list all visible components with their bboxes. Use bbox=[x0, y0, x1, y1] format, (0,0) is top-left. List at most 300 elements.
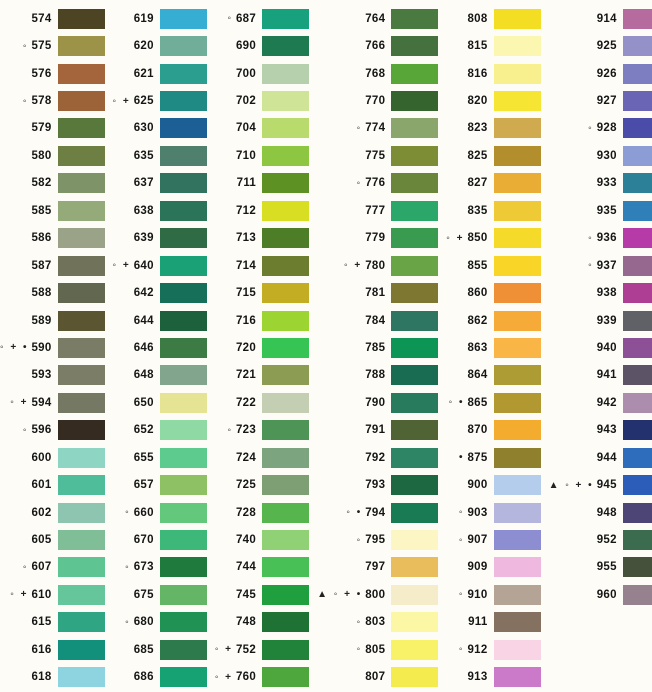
color-row bbox=[0, 60, 113, 87]
color-swatch bbox=[623, 448, 652, 468]
color-row bbox=[317, 32, 446, 59]
color-label bbox=[317, 122, 391, 134]
color-swatch bbox=[494, 585, 541, 605]
color-swatch bbox=[160, 228, 207, 248]
color-swatch bbox=[58, 557, 105, 577]
marker-symbols-icon: ◦ bbox=[125, 616, 131, 628]
color-swatch bbox=[58, 228, 105, 248]
color-row bbox=[549, 5, 652, 32]
color-row bbox=[549, 389, 652, 416]
color-row bbox=[549, 362, 652, 389]
color-row bbox=[446, 389, 548, 416]
color-label bbox=[549, 13, 623, 25]
color-label bbox=[215, 68, 262, 80]
color-label bbox=[215, 150, 262, 162]
color-swatch bbox=[262, 118, 309, 138]
color-code: 785 bbox=[365, 341, 386, 354]
color-swatch bbox=[160, 475, 207, 495]
marker-symbols-icon: ◦ + bbox=[344, 260, 363, 272]
color-swatch bbox=[160, 530, 207, 550]
color-row bbox=[0, 417, 113, 444]
color-row bbox=[446, 115, 548, 142]
color-label bbox=[0, 589, 58, 601]
marker-symbols-icon: ◦ bbox=[356, 616, 363, 628]
color-code: 657 bbox=[133, 479, 154, 492]
color-label bbox=[549, 561, 623, 573]
color-label bbox=[0, 534, 58, 546]
color-swatch bbox=[623, 228, 652, 248]
color-row bbox=[317, 444, 446, 471]
color-label bbox=[317, 315, 391, 327]
marker-symbols-icon: ▲ ◦ + • bbox=[317, 589, 363, 601]
color-swatch bbox=[160, 9, 207, 29]
color-swatch bbox=[58, 146, 105, 166]
color-row bbox=[317, 307, 446, 334]
color-swatch bbox=[262, 9, 309, 29]
color-label bbox=[0, 452, 58, 464]
color-label bbox=[113, 150, 160, 162]
color-swatch bbox=[494, 36, 541, 56]
marker-symbols-icon: ◦ + bbox=[10, 589, 29, 601]
color-code: 913 bbox=[467, 671, 488, 684]
color-code: 578 bbox=[31, 95, 52, 108]
color-row bbox=[446, 471, 548, 498]
color-swatch bbox=[623, 365, 652, 385]
color-row bbox=[317, 60, 446, 87]
color-swatch bbox=[391, 585, 438, 605]
marker-symbols-icon: ◦ bbox=[458, 507, 465, 519]
color-swatch bbox=[262, 228, 309, 248]
color-swatch bbox=[262, 612, 309, 632]
color-row bbox=[317, 554, 446, 581]
color-swatch bbox=[623, 475, 652, 495]
color-label bbox=[113, 369, 160, 381]
color-row bbox=[317, 417, 446, 444]
color-label bbox=[0, 479, 58, 491]
marker-symbols-icon: ◦ + bbox=[10, 397, 29, 409]
color-row bbox=[113, 636, 215, 663]
color-swatch bbox=[262, 585, 309, 605]
color-code: 714 bbox=[235, 259, 257, 272]
color-code: 716 bbox=[235, 314, 257, 327]
color-swatch bbox=[391, 311, 438, 331]
color-label bbox=[215, 232, 262, 244]
color-label bbox=[215, 452, 262, 464]
color-label bbox=[0, 205, 58, 217]
color-row bbox=[446, 499, 548, 526]
color-row bbox=[317, 115, 446, 142]
color-swatch bbox=[160, 173, 207, 193]
color-label bbox=[446, 534, 493, 546]
swatch-column-4 bbox=[317, 5, 446, 692]
color-code: 648 bbox=[133, 369, 154, 382]
color-row bbox=[215, 197, 317, 224]
color-code: 585 bbox=[31, 204, 52, 217]
color-swatch bbox=[391, 36, 438, 56]
color-row bbox=[549, 115, 652, 142]
color-row bbox=[113, 32, 215, 59]
color-row bbox=[446, 609, 548, 636]
color-swatch bbox=[160, 448, 207, 468]
color-row bbox=[0, 554, 113, 581]
color-row bbox=[317, 389, 446, 416]
color-code: 803 bbox=[365, 616, 386, 629]
color-label bbox=[215, 13, 262, 25]
color-row bbox=[0, 32, 113, 59]
color-code: 870 bbox=[467, 424, 488, 437]
color-code: 925 bbox=[596, 40, 617, 53]
color-code: 576 bbox=[31, 67, 52, 80]
color-code: 635 bbox=[133, 149, 154, 162]
color-label bbox=[113, 68, 160, 80]
color-swatch bbox=[391, 9, 438, 29]
color-code: 794 bbox=[365, 506, 386, 519]
color-label bbox=[215, 616, 262, 628]
color-label bbox=[215, 40, 262, 52]
color-swatch bbox=[58, 420, 105, 440]
color-label bbox=[446, 479, 493, 491]
color-swatch bbox=[160, 393, 207, 413]
color-code: 690 bbox=[235, 40, 257, 53]
color-swatch bbox=[623, 585, 652, 605]
color-row bbox=[549, 334, 652, 361]
color-code: 685 bbox=[133, 643, 154, 656]
color-code: 582 bbox=[31, 177, 52, 190]
color-label bbox=[215, 479, 262, 491]
color-row bbox=[215, 417, 317, 444]
color-label bbox=[0, 424, 58, 436]
color-code: 781 bbox=[365, 287, 386, 300]
color-label bbox=[0, 369, 58, 381]
color-label bbox=[317, 205, 391, 217]
color-swatch bbox=[494, 338, 541, 358]
color-row bbox=[317, 5, 446, 32]
color-swatch bbox=[58, 201, 105, 221]
color-swatch bbox=[623, 173, 652, 193]
color-code: 914 bbox=[596, 12, 617, 25]
color-row bbox=[549, 252, 652, 279]
color-code: 760 bbox=[235, 671, 257, 684]
color-swatch bbox=[58, 311, 105, 331]
color-swatch bbox=[160, 118, 207, 138]
marker-symbols-icon: ◦ bbox=[22, 40, 29, 52]
color-row bbox=[215, 581, 317, 608]
color-swatch bbox=[623, 91, 652, 111]
color-label bbox=[113, 342, 160, 354]
color-swatch bbox=[391, 283, 438, 303]
color-label bbox=[113, 424, 160, 436]
color-code: 652 bbox=[133, 424, 154, 437]
color-label bbox=[446, 397, 493, 409]
color-swatch bbox=[262, 36, 309, 56]
color-label bbox=[446, 95, 493, 107]
color-swatch bbox=[494, 146, 541, 166]
color-code: 779 bbox=[365, 232, 386, 245]
color-label bbox=[113, 616, 160, 628]
color-row bbox=[0, 636, 113, 663]
color-label bbox=[0, 397, 58, 409]
color-swatch bbox=[262, 173, 309, 193]
color-swatch bbox=[623, 146, 652, 166]
color-row bbox=[0, 142, 113, 169]
color-code: 574 bbox=[31, 12, 52, 25]
marker-symbols-icon: ◦ bbox=[125, 561, 131, 573]
color-label bbox=[446, 561, 493, 573]
color-label bbox=[446, 232, 493, 244]
color-swatch bbox=[494, 283, 541, 303]
marker-symbols-icon: ◦ + bbox=[214, 671, 233, 683]
color-code: 788 bbox=[365, 369, 386, 382]
color-row bbox=[446, 307, 548, 334]
color-code: 638 bbox=[133, 204, 154, 217]
swatch-column-5 bbox=[446, 5, 548, 692]
color-swatch bbox=[160, 146, 207, 166]
color-code: 909 bbox=[467, 561, 488, 574]
color-row bbox=[317, 170, 446, 197]
color-row bbox=[113, 444, 215, 471]
color-label bbox=[215, 424, 262, 436]
color-row bbox=[215, 87, 317, 114]
color-row bbox=[549, 526, 652, 553]
color-code: 903 bbox=[467, 506, 488, 519]
color-row bbox=[113, 609, 215, 636]
color-label bbox=[446, 13, 493, 25]
color-code: 791 bbox=[365, 424, 386, 437]
color-code: 724 bbox=[235, 451, 257, 464]
color-code: 650 bbox=[133, 396, 154, 409]
color-code: 795 bbox=[365, 534, 386, 547]
color-swatch bbox=[391, 365, 438, 385]
color-row bbox=[446, 362, 548, 389]
color-swatch bbox=[623, 420, 652, 440]
color-label bbox=[446, 150, 493, 162]
color-row bbox=[113, 526, 215, 553]
color-row bbox=[215, 252, 317, 279]
color-row bbox=[215, 334, 317, 361]
color-swatch bbox=[58, 118, 105, 138]
color-label bbox=[317, 342, 391, 354]
color-swatch bbox=[391, 557, 438, 577]
color-swatch bbox=[494, 365, 541, 385]
color-row bbox=[0, 115, 113, 142]
color-code: 589 bbox=[31, 314, 52, 327]
color-label bbox=[113, 287, 160, 299]
color-row bbox=[317, 252, 446, 279]
color-code: 926 bbox=[596, 67, 617, 80]
color-code: 927 bbox=[596, 95, 617, 108]
color-row bbox=[446, 581, 548, 608]
color-label bbox=[0, 561, 58, 573]
color-label bbox=[549, 260, 623, 272]
color-row bbox=[317, 499, 446, 526]
marker-symbols-icon: ◦ + bbox=[112, 95, 131, 107]
color-code: 944 bbox=[596, 451, 617, 464]
color-code: 943 bbox=[596, 424, 617, 437]
color-row bbox=[113, 170, 215, 197]
color-code: 820 bbox=[467, 95, 488, 108]
color-row bbox=[113, 334, 215, 361]
color-code: 655 bbox=[133, 451, 154, 464]
color-code: 618 bbox=[31, 671, 52, 684]
color-code: 646 bbox=[133, 341, 154, 354]
color-swatch bbox=[160, 283, 207, 303]
color-swatch bbox=[262, 557, 309, 577]
color-row bbox=[446, 554, 548, 581]
color-swatch bbox=[58, 393, 105, 413]
color-row bbox=[549, 279, 652, 306]
color-label bbox=[446, 68, 493, 80]
color-label bbox=[549, 95, 623, 107]
color-row bbox=[549, 197, 652, 224]
color-row bbox=[549, 581, 652, 608]
color-swatch bbox=[623, 393, 652, 413]
color-label bbox=[0, 260, 58, 272]
color-code: 930 bbox=[596, 149, 617, 162]
color-row bbox=[215, 499, 317, 526]
color-label bbox=[0, 232, 58, 244]
color-label bbox=[113, 177, 160, 189]
color-row bbox=[317, 609, 446, 636]
color-swatch bbox=[262, 448, 309, 468]
color-code: 935 bbox=[596, 204, 617, 217]
color-code: 863 bbox=[467, 341, 488, 354]
color-label bbox=[113, 232, 160, 244]
color-code: 616 bbox=[31, 643, 52, 656]
color-label bbox=[317, 150, 391, 162]
color-code: 590 bbox=[31, 341, 52, 354]
color-code: 776 bbox=[365, 177, 386, 190]
color-label bbox=[215, 561, 262, 573]
color-row bbox=[446, 664, 548, 691]
color-swatch bbox=[623, 557, 652, 577]
color-code: 797 bbox=[365, 561, 386, 574]
color-swatch bbox=[494, 118, 541, 138]
color-label bbox=[113, 95, 160, 107]
color-row bbox=[0, 87, 113, 114]
color-label bbox=[549, 369, 623, 381]
swatch-column-6 bbox=[549, 5, 652, 692]
color-code: 939 bbox=[596, 314, 617, 327]
color-swatch bbox=[623, 256, 652, 276]
color-row bbox=[0, 197, 113, 224]
marker-symbols-icon: ◦ bbox=[227, 424, 233, 436]
color-code: 744 bbox=[235, 561, 257, 574]
color-label bbox=[0, 122, 58, 134]
color-swatch bbox=[391, 91, 438, 111]
color-swatch bbox=[494, 228, 541, 248]
color-row bbox=[113, 279, 215, 306]
color-swatch bbox=[58, 9, 105, 29]
color-label bbox=[317, 13, 391, 25]
color-row bbox=[317, 664, 446, 691]
color-swatch bbox=[623, 283, 652, 303]
color-row bbox=[215, 362, 317, 389]
color-swatch bbox=[494, 256, 541, 276]
color-row bbox=[317, 636, 446, 663]
color-code: 587 bbox=[31, 259, 52, 272]
color-code: 740 bbox=[235, 534, 257, 547]
marker-symbols-icon: ◦ + • bbox=[0, 342, 29, 354]
color-code: 777 bbox=[365, 204, 386, 217]
color-label bbox=[317, 507, 391, 519]
color-code: 875 bbox=[467, 451, 488, 464]
color-code: 784 bbox=[365, 314, 386, 327]
color-code: 955 bbox=[596, 561, 617, 574]
color-label bbox=[215, 369, 262, 381]
color-code: 911 bbox=[468, 616, 488, 629]
color-swatch bbox=[623, 503, 652, 523]
color-label bbox=[446, 671, 493, 683]
color-row bbox=[215, 636, 317, 663]
color-code: 800 bbox=[365, 588, 386, 601]
color-swatch bbox=[262, 91, 309, 111]
color-label bbox=[317, 68, 391, 80]
color-label bbox=[0, 287, 58, 299]
color-code: 588 bbox=[31, 287, 52, 300]
color-swatch bbox=[494, 91, 541, 111]
color-label bbox=[113, 589, 160, 601]
color-code: 630 bbox=[133, 122, 154, 135]
color-swatch bbox=[58, 585, 105, 605]
color-code: 586 bbox=[31, 232, 52, 245]
color-code: 827 bbox=[467, 177, 488, 190]
marker-symbols-icon: ◦ bbox=[22, 95, 29, 107]
color-code: 710 bbox=[235, 149, 257, 162]
color-swatch bbox=[623, 530, 652, 550]
color-row bbox=[113, 197, 215, 224]
color-row bbox=[0, 526, 113, 553]
color-swatch bbox=[391, 667, 438, 687]
color-code: 937 bbox=[596, 259, 617, 272]
color-swatch bbox=[391, 256, 438, 276]
color-swatch bbox=[262, 146, 309, 166]
color-row bbox=[446, 334, 548, 361]
color-swatch bbox=[160, 667, 207, 687]
color-label bbox=[0, 13, 58, 25]
color-row bbox=[549, 444, 652, 471]
color-swatch bbox=[623, 64, 652, 84]
color-label bbox=[113, 452, 160, 464]
color-label bbox=[215, 644, 262, 656]
color-code: 775 bbox=[365, 149, 386, 162]
color-row bbox=[0, 664, 113, 691]
color-code: 907 bbox=[467, 534, 488, 547]
color-row bbox=[446, 444, 548, 471]
color-label bbox=[317, 479, 391, 491]
color-row bbox=[317, 87, 446, 114]
color-row bbox=[549, 225, 652, 252]
color-label bbox=[113, 122, 160, 134]
color-row bbox=[113, 60, 215, 87]
color-label bbox=[0, 671, 58, 683]
color-row bbox=[549, 87, 652, 114]
color-label bbox=[0, 95, 58, 107]
color-row bbox=[446, 197, 548, 224]
color-row bbox=[113, 499, 215, 526]
color-label bbox=[317, 397, 391, 409]
color-code: 790 bbox=[365, 396, 386, 409]
marker-symbols-icon: ◦ bbox=[125, 507, 131, 519]
color-swatch bbox=[262, 475, 309, 495]
color-code: 711 bbox=[236, 177, 257, 190]
color-swatch bbox=[391, 146, 438, 166]
color-label bbox=[446, 424, 493, 436]
color-row bbox=[446, 279, 548, 306]
color-row bbox=[113, 581, 215, 608]
color-label bbox=[317, 671, 391, 683]
color-row bbox=[317, 581, 446, 608]
color-label bbox=[549, 342, 623, 354]
